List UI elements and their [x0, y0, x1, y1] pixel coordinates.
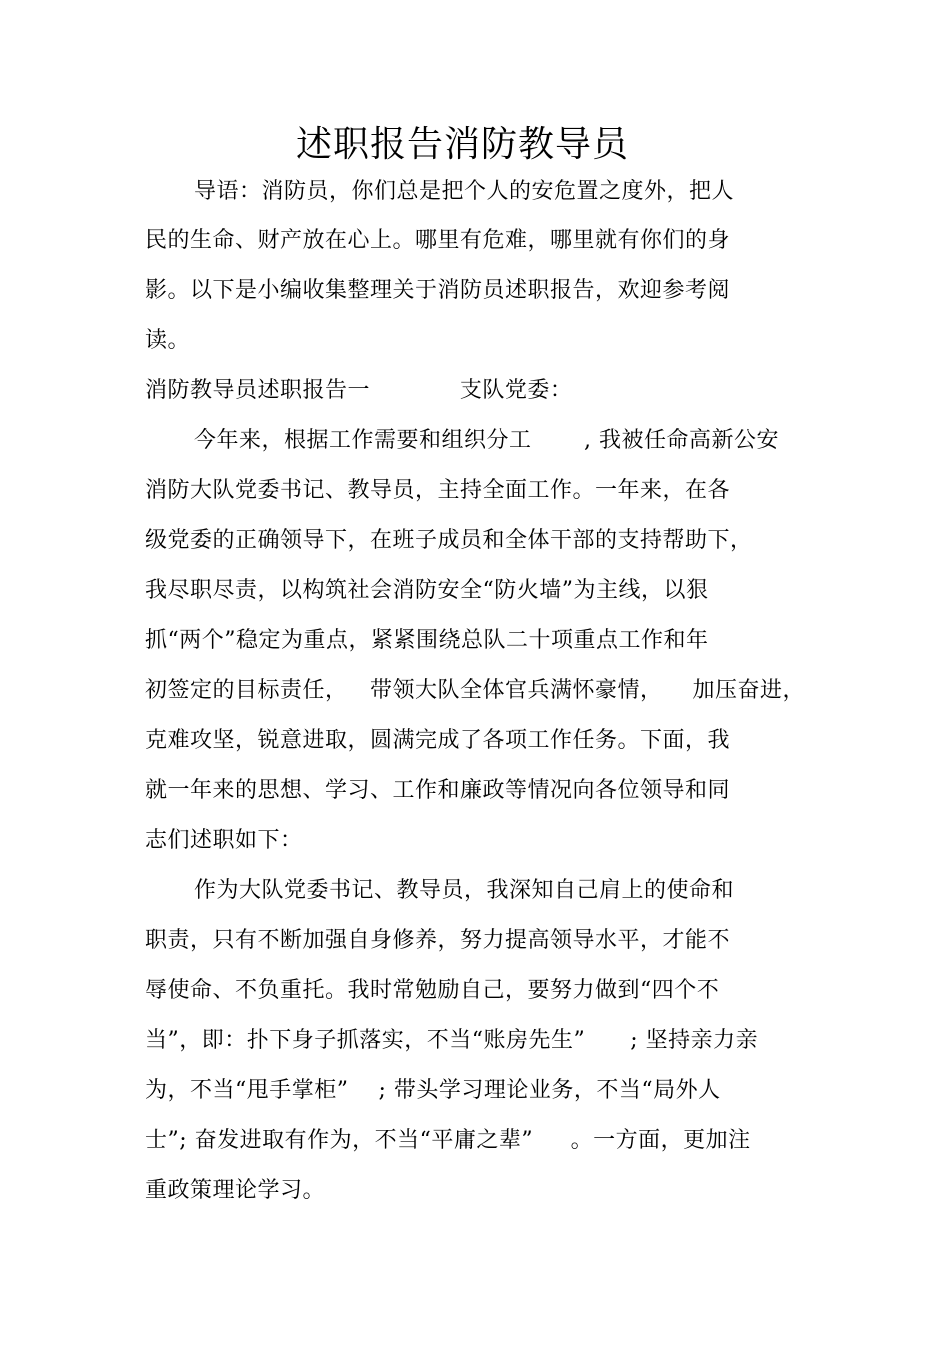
paragraph-line: 重政策理论学习。 — [145, 1178, 326, 1203]
paragraph-line: 克难攻坚，锐意进取，圆满完成了各项工作任务。下面，我 — [145, 728, 731, 753]
paragraph-line: 辱使命、不负重托。我时常勉励自己，要努力做到“四个不 — [145, 978, 720, 1003]
paragraph-line: 民的生命、财产放在心上。哪里有危难，哪里就有你们的身 — [145, 228, 731, 253]
paragraph-line: 我尽职尽责，以构筑社会消防安全“防火墙”为主线，以狠 — [145, 578, 709, 603]
paragraph-line: 今年来，根据工作需要和组织分工 , 我被任命高新公安 — [194, 428, 779, 453]
paragraph-line: 士”; 奋发进取有作为，不当“平庸之辈” 。一方面，更加注 — [145, 1128, 751, 1153]
paragraph-line: 级党委的正确领导下，在班子成员和全体干部的支持帮助下， — [145, 528, 753, 553]
paragraph-line: 导语：消防员，你们总是把个人的安危置之度外，把人 — [194, 179, 735, 204]
paragraph-line: 读。 — [145, 328, 191, 353]
paragraph-line: 就一年来的思想、学习、工作和廉政等情况向各位领导和同 — [145, 778, 731, 803]
paragraph-line: 当”，即：扑下身子抓落实，不当“账房先生” ; 坚持亲力亲 — [145, 1028, 759, 1053]
paragraph-line: 志们述职如下： — [145, 828, 303, 853]
section-heading-line: 消防教导员述职报告一 支队党委： — [145, 378, 573, 403]
paragraph-line: 作为大队党委书记、教导员，我深知自己肩上的使命和 — [194, 878, 735, 903]
paragraph-line: 职责，只有不断加强自身修养，努力提高领导水平，才能不 — [145, 928, 731, 953]
document-title: 述职报告消防教导员 — [295, 124, 629, 165]
paragraph-line: 初签定的目标责任， 带领大队全体官兵满怀豪情， 加压奋进， — [145, 678, 805, 703]
paragraph-line: 消防大队党委书记、教导员，主持全面工作。一年来，在各 — [145, 478, 731, 503]
paragraph-line: 为，不当“甩手掌柜” ; 带头学习理论业务，不当“局外人 — [145, 1078, 721, 1103]
paragraph-line: 影。以下是小编收集整理关于消防员述职报告，欢迎参考阅 — [145, 278, 731, 303]
paragraph-line: 抓“两个”稳定为重点，紧紧围绕总队二十项重点工作和年 — [145, 628, 709, 653]
